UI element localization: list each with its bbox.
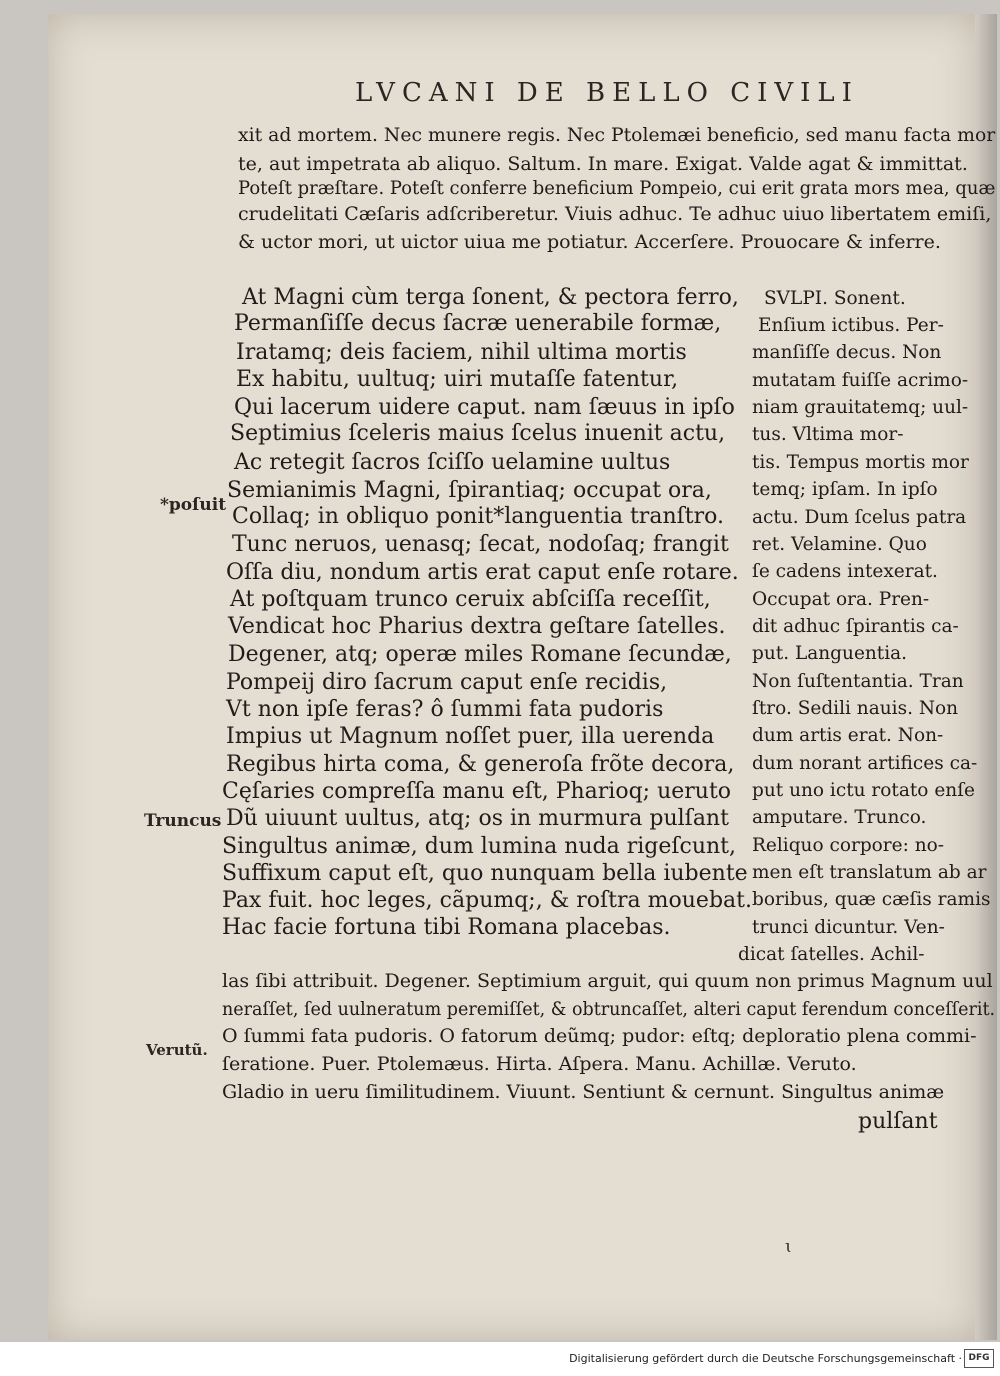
bottom-commentary-line: las ſibi attribuit. Degener. Septimium arguit, qui quum non primus Magnum uul [222, 970, 993, 992]
top-commentary-line: & uctor mori, ut uictor uiua me potiatur. Accerſere. Prouocare & inferre. [238, 231, 941, 253]
dfg-logo: DFG [964, 1349, 994, 1368]
verse-line: Oſſa diu, nondum artis erat caput enſe rotare. [226, 560, 739, 585]
verse-line: Pompeij diro ſacrum caput enſe recidis, [226, 670, 668, 695]
footer-bar [0, 1342, 1000, 1376]
verse-line: Regibus hirta coma, & generoſa frõte decora, [226, 752, 735, 777]
margin-note-line: boribus, quæ cæſis ramis [752, 889, 991, 910]
verse-line: Impius ut Magnum noſſet puer, illa uerenda [226, 724, 715, 749]
footer-credit: Digitalisierung gefördert durch die Deutsche Forschungsgemeinschaft · [569, 1352, 962, 1365]
verse-line: Vt non ipſe feras? ô ſummi fata pudoris [226, 697, 664, 722]
margin-note-line: ſe cadens intexerat. [752, 561, 938, 582]
verse-line: Vendicat hoc Pharius dextra geſtare ſatelles. [228, 614, 726, 639]
margin-note-line: mutatam fuiſſe acrimo- [752, 370, 969, 391]
margin-note-line: Non ſuſtentantia. Tran [752, 671, 964, 692]
verse-line: Collaq; in obliquo ponit*languentia tranſtro. [232, 504, 724, 529]
left-margin-note-truncus: Truncus [144, 811, 222, 831]
margin-note-line: ret. Velamine. Quo [752, 534, 927, 555]
verse-line: Pax fuit. hoc leges, cãpumq;, & roſtra mouebat. [222, 888, 752, 913]
verse-line: Ex habitu, uultuq; uiri mutaſſe fatentur, [236, 367, 679, 392]
margin-note-line: temq; ipſam. In ipſo [752, 479, 938, 500]
margin-note-line: put. Languentia. [752, 643, 908, 664]
verse-line: Degener, atq; operæ miles Romane ſecundæ, [228, 642, 732, 667]
verse-line: Tunc neruos, uenasq; ſecat, nodoſaq; frangit [232, 532, 729, 557]
verse-line: At poſtquam trunco ceruix abſciſſa receſſit, [230, 587, 711, 612]
verse-line: Dũ uiuunt uultus, atq; os in murmura pulſant [226, 806, 729, 831]
verse-line: Semianimis Magni, ſpirantiaq; occupat ora, [227, 478, 712, 503]
verse-line: Iratamq; deis faciem, nihil ultima mortis [236, 340, 687, 365]
margin-note-line: dicat ſatelles. Achil- [738, 944, 925, 965]
top-commentary-line: Poteſt præſtare. Poteſt conferre beneficium Pompeio, cui erit grata mors mea, quæ [238, 177, 996, 199]
margin-note-line: dum norant artifices ca- [752, 753, 978, 774]
verse-line: Singultus animæ, dum lumina nuda rigeſcunt, [222, 834, 737, 859]
verse-line: Septimius ſceleris maius ſcelus inuenit actu, [230, 421, 726, 446]
margin-note-line: SVLPI. Sonent. [764, 288, 906, 309]
top-commentary-line: te, aut impetrata ab aliquo. Saltum. In mare. Exigat. Valde agat & immittat. [238, 153, 968, 175]
top-commentary-line: crudelitati Cæſaris adſcriberetur. Viuis adhuc. Te adhuc uiuo libertatem emiſi, [238, 203, 992, 225]
margin-note-line: amputare. Trunco. [752, 807, 927, 828]
margin-note-line: Occupat ora. Pren- [752, 589, 930, 610]
verse-line: Ac retegit ſacros ſciſſo uelamine uultus [234, 450, 671, 475]
bottom-commentary-line: ſeratione. Puer. Ptolemæus. Hirta. Aſpera. Manu. Achillæ. Veruto. [222, 1053, 857, 1075]
verse-line: Permanſiſſe decus ſacræ uenerabile formæ, [234, 311, 722, 336]
margin-note-line: Reliquo corpore: no- [752, 835, 945, 856]
verse-line: Suffixum caput eſt, quo nunquam bella iubente [222, 861, 748, 886]
left-margin-note-verutum: Verutũ. [146, 1041, 208, 1059]
margin-note-line: Enſium ictibus. Per- [758, 315, 944, 336]
margin-note-line: ſtro. Sedili nauis. Non [752, 698, 959, 719]
verse-line: Qui lacerum uidere caput. nam ſæuus in ipſo [234, 395, 735, 420]
margin-note-line: men eſt translatum ab ar [752, 862, 987, 883]
top-commentary-line: xit ad mortem. Nec munere regis. Nec Ptolemæi beneficio, sed manu facta mor [238, 124, 996, 146]
catchword: pulſant [858, 1109, 938, 1134]
margin-note-line: put uno ictu rotato enſe [752, 780, 975, 801]
margin-note-line: actu. Dum ſcelus patra [752, 507, 967, 528]
margin-note-line: tus. Vltima mor- [752, 424, 904, 445]
margin-note-line: tis. Tempus mortis mor [752, 452, 969, 473]
verse-line: Hac facie fortuna tibi Romana placebas. [222, 915, 671, 940]
margin-note-line: manſiſſe decus. Non [752, 342, 942, 363]
left-margin-note-posuit: *poſuit [160, 495, 227, 515]
verse-line: Cęſaries compreſſa manu eſt, Pharioq; ueruto [222, 779, 732, 804]
margin-note-line: dit adhuc ſpirantis ca- [752, 616, 959, 637]
signature-mark: ɩ [785, 1236, 793, 1257]
verse-line: At Magni cùm terga ſonent, & pectora ferro, [242, 285, 739, 310]
running-head: LVCANI DE BELLO CIVILI [355, 78, 859, 108]
bottom-commentary-line: Gladio in ueru ſimilitudinem. Viuunt. Sentiunt & cernunt. Singultus animæ [222, 1081, 945, 1103]
bottom-commentary-line: neraſſet, ſed uulneratum peremiſſet, & obtruncaſſet, alteri caput ferendum conceſſerit. [222, 998, 996, 1020]
bottom-commentary-line: O ſummi fata pudoris. O fatorum deũmq; pudor: eſtq; deploratio plena commi- [222, 1025, 977, 1047]
margin-note-line: niam grauitatemq; uul- [752, 397, 969, 418]
margin-note-line: trunci dicuntur. Ven- [752, 917, 945, 938]
margin-note-line: dum artis erat. Non- [752, 725, 944, 746]
